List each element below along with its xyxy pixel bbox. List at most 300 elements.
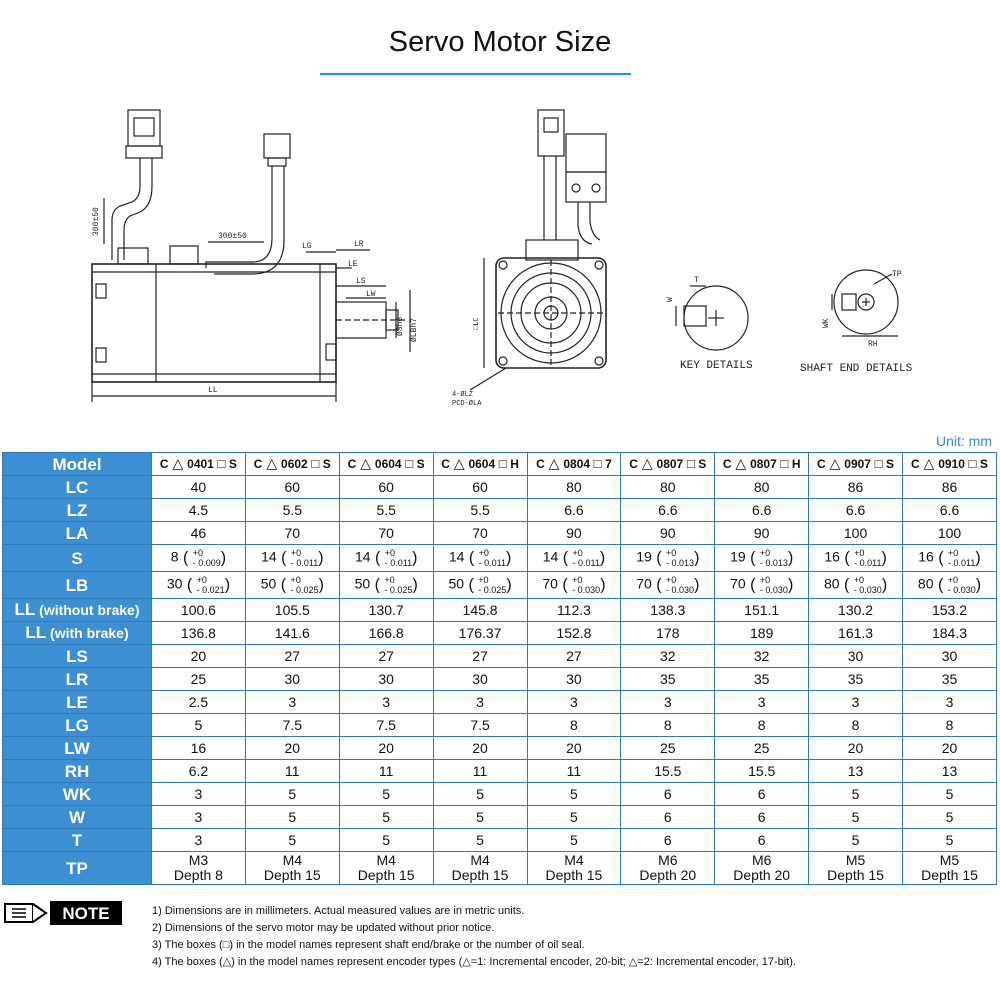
model-code: 0604 [468,457,496,471]
note-line-3: 3) The boxes (□) in the model names represent shaft end/brake or the number of oil seal. [152,939,585,951]
model-suffix: S [322,457,331,471]
model-code: 0807 [656,457,684,471]
table-cell: 100.6 [152,599,246,622]
table-cell: 5 [809,783,903,806]
table-row [3,852,997,885]
tol-lower: - 0.011 [854,558,882,568]
tol-base-value: 70 [636,575,652,592]
tp-thread: M6 [658,852,678,868]
table-cell: 6.6 [715,499,809,522]
table-cell: 153.2 [903,599,997,622]
tolerance [193,548,221,568]
tolerance [666,575,694,595]
row-header-cell: LR [3,668,152,691]
table-cell: 189 [715,622,809,645]
table-cell: 20 [339,737,433,760]
table-cell: 5 [527,783,621,806]
tol-upper: +0 [290,575,301,585]
tol-upper: +0 [290,548,302,558]
tol-base-value: 14 [448,548,465,565]
cable-vertical-label: 300±50 [92,207,101,236]
table-cell: 5 [152,714,246,737]
shaft-end-square-box: □ [683,456,699,471]
encoder-triangle-box: △ [168,455,188,471]
tol-upper: +0 [572,575,583,585]
table-row [3,691,997,714]
row-header-cell: LE [3,691,152,714]
table-row [3,476,997,499]
table-cell: 70 [433,522,527,545]
shaft-end-square-box: □ [213,456,229,471]
table-row [3,522,997,545]
tol-lower: - 0.009 [192,558,221,568]
table-cell: 5 [245,783,339,806]
tol-lower: - 0.025 [384,585,413,595]
table-cell: 20 [245,737,339,760]
table-cell: 178 [621,622,715,645]
table-cell: 30 [433,668,527,691]
pcd-label: PCD-ØLA [452,400,482,408]
table-cell: 20 [527,737,621,760]
tol-lower: - 0.030 [947,585,976,595]
shaft-end-square-box: □ [307,456,323,471]
table-cell: 35 [715,668,809,691]
table-cell: 90 [621,522,715,545]
table-cell: 8 [621,714,715,737]
tol-lower: - 0.030 [759,585,788,595]
table-row [3,783,997,806]
table-cell: 141.6 [245,622,339,645]
tol-lower: - 0.013 [666,558,695,568]
tp-depth: Depth 15 [827,867,884,883]
table-cell: 46 [152,522,246,545]
tolerance [948,548,975,568]
model-code: 0907 [844,457,871,471]
row-header-cell: LB [3,572,152,599]
table-cell: 40 [152,476,246,499]
tp-thread: M4 [282,852,303,868]
table-row [3,545,997,572]
table-cell: 30 ( +0 - 0.021 ) [152,572,246,599]
model-prefix: C [159,457,169,471]
lz-holes-label: 4-ØLZ [452,391,474,399]
tol-lower: - 0.011 [572,558,600,568]
key-details-drawing [676,286,748,350]
table-row [3,499,997,522]
table-cell: 70 ( +0 - 0.030 ) [621,572,715,599]
table-cell: 100 [809,522,903,545]
table-cell: 3 [715,691,809,714]
table-cell: 100 [903,522,997,545]
table-cell: 161.3 [809,622,903,645]
table-cell: 14 ( +0 - 0.011 ) [245,545,339,572]
tp-thread: M5 [845,852,866,868]
tol-upper: +0 [478,548,489,558]
table-cell: 145.8 [433,599,527,622]
table-cell [715,852,809,885]
table-cell: 11 [339,760,433,783]
tol-base-value: 14 [261,548,277,565]
tol-upper: +0 [666,548,677,558]
table-cell: 5 [339,829,433,852]
row-header-label: LL [14,600,36,619]
table-cell: 6.6 [527,499,621,522]
table-cell [339,852,433,885]
tol-base-value: 70 [730,575,746,592]
table-cell: 6.6 [809,499,903,522]
cable-horizontal-label: 300±50 [218,232,247,241]
tp-thread: M4 [564,852,584,868]
row-header-cell: TP [3,852,152,885]
model-prefix: C [629,457,638,471]
table-cell: 35 [809,668,903,691]
front-view-drawing [470,110,606,390]
tol-upper: +0 [948,548,959,558]
encoder-triangle-box: △ [731,455,751,471]
table-cell: 27 [527,645,621,668]
shaft-end-square-box: □ [495,456,511,471]
model-prefix: C [910,457,920,471]
unit-label: Unit: mm [936,433,992,449]
table-cell [433,852,527,885]
table-cell: 6 [621,829,715,852]
model-code: 0807 [750,457,777,471]
shaft-end-square-box: □ [776,456,792,471]
table-cell: 3 [152,829,246,852]
dimensions-table [2,452,997,885]
table-cell: 7.5 [433,714,527,737]
table-cell: 5.5 [245,499,339,522]
table-row [3,714,997,737]
model-name-cell [621,453,715,476]
table-cell: 60 [433,476,527,499]
table-cell: 20 [903,737,997,760]
tp-thread: M5 [939,852,960,868]
table-cell: 19 ( +0 - 0.013 ) [715,545,809,572]
table-cell: 60 [245,476,339,499]
shaft-end-square-box: □ [590,456,606,471]
model-prefix: C [441,457,450,471]
table-cell: 3 [433,691,527,714]
shaft-end-square-box: □ [401,456,417,471]
table-cell: 105.5 [245,599,339,622]
table-cell: 5 [903,806,997,829]
model-name-cell [339,453,433,476]
table-cell: 14 ( +0 - 0.011 ) [527,545,621,572]
tol-base-value: 50 [354,575,371,592]
model-name-cell [152,453,246,476]
lc-label: □LC [473,317,481,330]
table-cell: 8 [903,714,997,737]
model-suffix: S [698,457,707,471]
row-header-cell: W [3,806,152,829]
table-cell: 27 [339,645,433,668]
table-cell: 3 [527,691,621,714]
table-cell [527,852,621,885]
table-cell: 5 [245,806,339,829]
table-cell: 80 [715,476,809,499]
table-row [3,806,997,829]
encoder-triangle-box: △ [449,455,469,471]
table-cell: 25 [621,737,715,760]
table-cell: 130.7 [339,599,433,622]
table-cell: 3 [245,691,339,714]
shaft-rh-label: RH [868,340,878,349]
table-cell: 6.2 [152,760,246,783]
lg-label: LG [302,242,312,251]
table-cell: 25 [152,668,246,691]
shaft-end-square-box: □ [870,456,887,471]
tp-depth: Depth 20 [639,867,697,883]
table-cell: 6 [715,783,809,806]
table-cell: 80 ( +0 - 0.030 ) [809,572,903,599]
table-cell: 50 ( +0 - 0.025 ) [433,572,527,599]
tol-upper: +0 [196,575,207,585]
tol-upper: +0 [384,575,395,585]
table-cell: 13 [809,760,903,783]
tp-depth: Depth 15 [451,867,509,883]
tol-upper: +0 [853,575,865,585]
encoder-triangle-box: △ [825,455,845,471]
table-row [3,572,997,599]
tol-lower: - 0.011 [478,558,506,568]
table-cell: 6 [715,806,809,829]
table-cell: 16 [152,737,246,760]
table-cell [903,852,997,885]
tolerance [478,575,506,595]
shaft-tp-label: TP [892,270,902,279]
tol-upper: +0 [192,548,204,558]
tol-base-value: 16 [918,548,934,565]
note-line-4: 4) The boxes (△) in the model names represent encoder types (△=1: Incremental encoder, 20-bit; △=2: Incremental encoder, 17-bit). [152,956,796,968]
encoder-triangle-box: △ [262,455,282,471]
table-cell [809,852,903,885]
encoder-triangle-box: △ [356,455,375,471]
tol-base-value: 30 [166,575,183,592]
tol-lower: - 0.011 [948,558,976,568]
table-row [3,737,997,760]
table-cell: 50 ( +0 - 0.025 ) [339,572,433,599]
model-code: 0604 [374,457,402,471]
table-cell: 8 [715,714,809,737]
tol-base-value: 50 [260,575,277,592]
table-cell: 80 [527,476,621,499]
tolerance [854,548,881,568]
tolerance [760,575,788,595]
table-cell: 3 [809,691,903,714]
table-cell: 70 ( +0 - 0.030 ) [715,572,809,599]
tolerance [572,548,599,568]
table-cell: 30 [339,668,433,691]
tp-depth: Depth 15 [545,867,603,883]
row-header-sub: (with brake) [50,625,129,641]
s-dia-label: ØSh6 [396,316,405,336]
key-details-caption: KEY DETAILS [680,360,753,372]
table-cell: 7.5 [339,714,433,737]
tol-base-value: 80 [917,575,934,592]
tol-lower: - 0.030 [572,585,601,595]
table-cell: 90 [715,522,809,545]
table-cell: 3 [621,691,715,714]
table-cell [245,852,339,885]
table-row [3,622,997,645]
shaft-wk-label: WK [822,318,831,328]
tolerance [197,575,225,595]
note-badge-text: NOTE [62,904,110,923]
table-cell: 8 ( +0 - 0.009 ) [152,545,246,572]
table-row [3,668,997,691]
tol-upper: +0 [384,548,395,558]
table-cell: 152.8 [527,622,621,645]
table-row [3,829,997,852]
key-t-label: T [694,276,699,285]
title-underline [320,73,631,75]
table-cell: 7.5 [245,714,339,737]
table-cell: 35 [621,668,715,691]
table-cell: 6 [621,806,715,829]
table-cell: 151.1 [715,599,809,622]
lb-dia-label: ØLBh7 [410,317,419,342]
motor-drawings [0,90,1000,430]
table-cell: 5 [339,783,433,806]
model-name-cell [715,453,809,476]
table-cell: 11 [433,760,527,783]
tp-thread: M4 [470,852,490,868]
tp-thread: M6 [751,852,772,868]
table-cell: 14 ( +0 - 0.011 ) [339,545,433,572]
table-cell: 3 [152,783,246,806]
table-cell: 5 [809,806,903,829]
table-cell: 70 [339,522,433,545]
table-cell: 16 ( +0 - 0.011 ) [809,545,903,572]
table-cell: 50 ( +0 - 0.025 ) [245,572,339,599]
table-cell: 5 [903,829,997,852]
note-badge [4,898,122,928]
table-cell: 30 [527,668,621,691]
tolerance [479,548,506,568]
tol-upper: +0 [854,548,865,558]
table-cell: 112.3 [527,599,621,622]
table-cell: 3 [339,691,433,714]
model-code: 0910 [938,457,965,471]
page-title: Servo Motor Size [388,26,612,58]
row-header-cell: LA [3,522,152,545]
table-header-row [3,453,997,476]
table-cell: 32 [621,645,715,668]
table-cell: 27 [433,645,527,668]
tol-base-value: 8 [170,548,179,565]
table-cell: 5 [903,783,997,806]
tol-base-value: 16 [824,548,840,565]
table-cell: 2.5 [152,691,246,714]
table-cell: 5 [527,806,621,829]
tol-upper: +0 [947,575,958,585]
tol-base-value: 14 [542,548,559,565]
tol-lower: - 0.011 [384,558,413,568]
tol-upper: +0 [478,575,489,585]
tol-lower: - 0.021 [196,585,225,595]
table-cell: 6 [621,783,715,806]
table-cell: 70 ( +0 - 0.030 ) [527,572,621,599]
table-cell [152,852,246,885]
model-suffix: H [791,457,801,471]
model-suffix: H [510,457,519,471]
encoder-triangle-box: △ [919,455,939,471]
tol-lower: - 0.025 [290,585,319,595]
table-cell: 15.5 [621,760,715,783]
table-cell: 86 [903,476,997,499]
table-cell: 6 [715,829,809,852]
tol-lower: - 0.025 [478,585,507,595]
table-cell [621,852,715,885]
tol-upper: +0 [572,548,583,558]
table-cell: 80 [621,476,715,499]
model-prefix: C [253,457,263,471]
tolerance [384,575,412,595]
encoder-triangle-box: △ [544,455,564,471]
table-cell: 13 [903,760,997,783]
shaft-end-square-box: □ [964,456,980,471]
lw-label: LW [366,290,376,299]
model-name-cell [903,453,997,476]
table-cell: 32 [715,645,809,668]
row-header-cell: S [3,545,152,572]
table-cell: 136.8 [152,622,246,645]
model-prefix: C [536,457,545,471]
table-cell: 20 [809,737,903,760]
table-cell: 166.8 [339,622,433,645]
ls-label: LS [356,277,366,286]
model-prefix: C [722,457,732,471]
tp-depth: Depth 15 [921,867,978,883]
row-header-cell: LZ [3,499,152,522]
note-line-1: 1) Dimensions are in millimeters. Actual measured values are in metric units. [152,905,525,917]
table-cell: 35 [903,668,997,691]
table-cell: 138.3 [621,599,715,622]
table-cell: 20 [433,737,527,760]
tol-base-value: 19 [730,548,746,565]
row-header-cell: LG [3,714,152,737]
tolerance [760,548,788,568]
table-cell: 27 [245,645,339,668]
row-header-cell: LS [3,645,152,668]
model-code: 0602 [281,457,308,471]
table-cell: 5 [339,806,433,829]
model-name-cell [809,453,903,476]
table-cell: 30 [245,668,339,691]
table-cell: 11 [245,760,339,783]
table-cell: 3 [152,806,246,829]
le-label: LE [348,260,358,269]
table-cell: 8 [527,714,621,737]
table-cell: 176.37 [433,622,527,645]
table-cell: 5 [433,783,527,806]
table-cell: 86 [809,476,903,499]
table-row [3,599,997,622]
tp-depth: Depth 8 [173,867,223,883]
model-name-cell [433,453,527,476]
tol-base-value: 80 [823,575,840,592]
tolerance [385,548,412,568]
table-cell: 60 [339,476,433,499]
tolerance [291,575,319,595]
tol-lower: - 0.030 [666,585,695,595]
table-cell: 130.2 [809,599,903,622]
model-header-cell: Model [3,453,152,476]
tol-lower: - 0.011 [290,558,319,568]
table-cell: 5 [245,829,339,852]
row-header-cell: T [3,829,152,852]
